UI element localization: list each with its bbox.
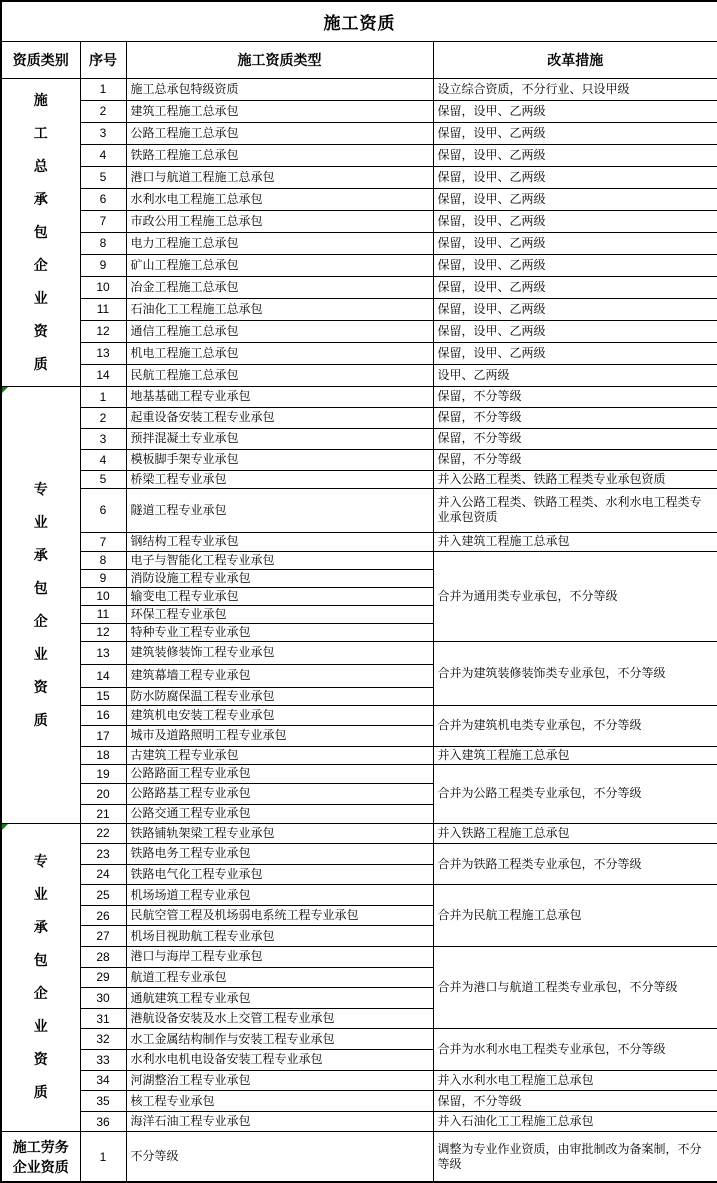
row-number-cell: 18 (80, 746, 126, 764)
type-cell: 输变电工程专业承包 (126, 587, 433, 605)
measure-cell: 并入铁路工程施工总承包 (433, 823, 717, 844)
table-row (1, 320, 717, 342)
measure-cell: 合并为公路工程类专业承包，不分等级 (433, 764, 717, 823)
type-cell: 公路路面工程专业承包 (126, 764, 433, 783)
type-cell: 民航空管工程及机场弱电系统工程专业承包 (126, 905, 433, 926)
column-header-type: 施工资质类型 (126, 41, 433, 78)
category-label: 专 业 承 包 企 业 资 质 (33, 480, 48, 728)
table-row (1, 78, 717, 100)
table-row (1, 449, 717, 470)
row-number-cell: 35 (80, 1091, 126, 1112)
measure-cell: 设甲、乙两级 (433, 364, 717, 386)
table-row (1, 1132, 717, 1182)
row-number-cell: 24 (80, 864, 126, 885)
row-number-cell: 29 (80, 967, 126, 988)
row-number-cell: 8 (80, 551, 126, 569)
row-number-cell: 1 (80, 78, 126, 100)
row-number-cell: 10 (80, 587, 126, 605)
measure-cell: 合并为建筑装修装饰类专业承包，不分等级 (433, 641, 717, 705)
row-number-cell: 32 (80, 1029, 126, 1050)
type-cell: 核工程专业承包 (126, 1091, 433, 1112)
type-cell: 机场场道工程专业承包 (126, 885, 433, 906)
table-row (1, 1029, 717, 1050)
row-number-cell: 25 (80, 885, 126, 906)
type-cell: 建筑工程施工总承包 (126, 100, 433, 122)
type-cell: 水利水电工程施工总承包 (126, 188, 433, 210)
measure-cell: 并入水利水电工程施工总承包 (433, 1070, 717, 1091)
type-cell: 隧道工程专业承包 (126, 488, 433, 532)
table-row (1, 232, 717, 254)
row-number-cell: 2 (80, 100, 126, 122)
type-cell: 市政公用工程施工总承包 (126, 210, 433, 232)
type-cell: 环保工程专业承包 (126, 605, 433, 623)
table-row (1, 641, 717, 664)
type-cell: 古建筑工程专业承包 (126, 746, 433, 764)
row-number-cell: 7 (80, 210, 126, 232)
type-cell: 水工金属结构制作与安装工程专业承包 (126, 1029, 433, 1050)
type-cell: 冶金工程施工总承包 (126, 276, 433, 298)
row-number-cell: 12 (80, 320, 126, 342)
page-title: 施工资质 (1, 1, 717, 41)
row-number-cell: 3 (80, 428, 126, 449)
row-number-cell: 15 (80, 687, 126, 705)
table-row (1, 144, 717, 166)
table-row (1, 122, 717, 144)
measure-cell: 保留，设甲、乙两级 (433, 166, 717, 188)
table-row (1, 407, 717, 428)
type-cell: 特种专业工程专业承包 (126, 623, 433, 641)
green-triangle-icon (2, 824, 8, 830)
table-row (1, 166, 717, 188)
measure-cell: 设立综合资质，不分行业、只设甲级 (433, 78, 717, 100)
measure-cell: 保留，设甲、乙两级 (433, 232, 717, 254)
measure-cell: 保留，不分等级 (433, 428, 717, 449)
type-cell: 铁路电气化工程专业承包 (126, 864, 433, 885)
row-number-cell: 22 (80, 823, 126, 844)
table-row (1, 428, 717, 449)
measure-cell: 保留，设甲、乙两级 (433, 320, 717, 342)
type-cell: 不分等级 (126, 1132, 433, 1182)
measure-cell: 保留，设甲、乙两级 (433, 144, 717, 166)
measure-cell: 保留，设甲、乙两级 (433, 298, 717, 320)
table-row (1, 823, 717, 844)
row-number-cell: 13 (80, 342, 126, 364)
table-row (1, 844, 717, 865)
type-cell: 民航工程施工总承包 (126, 364, 433, 386)
table-row (1, 1070, 717, 1091)
measure-cell: 并入公路工程类、铁路工程类专业承包资质 (433, 470, 717, 488)
green-triangle-icon (2, 387, 8, 393)
type-cell: 通航建筑工程专业承包 (126, 988, 433, 1009)
type-cell: 电子与智能化工程专业承包 (126, 551, 433, 569)
table-row (1, 188, 717, 210)
table-row (1, 947, 717, 968)
row-number-cell: 6 (80, 188, 126, 210)
measure-cell: 并入石油化工工程施工总承包 (433, 1111, 717, 1132)
type-cell: 公路工程施工总承包 (126, 122, 433, 144)
type-cell: 电力工程施工总承包 (126, 232, 433, 254)
table-row (1, 764, 717, 783)
table-row (1, 705, 717, 725)
type-cell: 消防设施工程专业承包 (126, 569, 433, 587)
row-number-cell: 5 (80, 470, 126, 488)
type-cell: 铁路铺轨架梁工程专业承包 (126, 823, 433, 844)
measure-cell: 合并为通用类专业承包，不分等级 (433, 551, 717, 641)
row-number-cell: 14 (80, 664, 126, 687)
type-cell: 钢结构工程专业承包 (126, 532, 433, 551)
type-cell: 桥梁工程专业承包 (126, 470, 433, 488)
row-number-cell: 34 (80, 1070, 126, 1091)
measure-cell: 保留，不分等级 (433, 449, 717, 470)
row-number-cell: 6 (80, 488, 126, 532)
measure-cell: 合并为建筑机电类专业承包，不分等级 (433, 705, 717, 746)
row-number-cell: 36 (80, 1111, 126, 1132)
row-number-cell: 17 (80, 725, 126, 746)
type-cell: 通信工程施工总承包 (126, 320, 433, 342)
measure-cell: 调整为专业作业资质，由审批制改为备案制，不分等级 (433, 1132, 717, 1182)
row-number-cell: 21 (80, 804, 126, 823)
measure-cell: 保留，设甲、乙两级 (433, 188, 717, 210)
measure-cell: 保留，不分等级 (433, 386, 717, 407)
category-cell (1, 823, 80, 1132)
row-number-cell: 2 (80, 407, 126, 428)
type-cell: 公路交通工程专业承包 (126, 804, 433, 823)
header-row (1, 41, 717, 78)
table-row (1, 488, 717, 532)
table-row (1, 276, 717, 298)
row-number-cell: 12 (80, 623, 126, 641)
measure-cell: 保留，设甲、乙两级 (433, 254, 717, 276)
row-number-cell: 13 (80, 641, 126, 664)
type-cell: 铁路电务工程专业承包 (126, 844, 433, 865)
row-number-cell: 4 (80, 144, 126, 166)
table-row (1, 298, 717, 320)
row-number-cell: 31 (80, 1008, 126, 1029)
qual-table-body (1, 78, 717, 1182)
table-row (1, 364, 717, 386)
row-number-cell: 33 (80, 1050, 126, 1071)
table-row (1, 470, 717, 488)
title-row (1, 1, 717, 41)
type-cell: 机电工程施工总承包 (126, 342, 433, 364)
type-cell: 石油化工工程施工总承包 (126, 298, 433, 320)
row-number-cell: 16 (80, 705, 126, 725)
category-label: 施工劳务企业资质 (12, 1138, 69, 1175)
type-cell: 航道工程专业承包 (126, 967, 433, 988)
table-row (1, 210, 717, 232)
row-number-cell: 14 (80, 364, 126, 386)
type-cell: 施工总承包特级资质 (126, 78, 433, 100)
category-label: 专 业 承 包 企 业 资 质 (33, 853, 48, 1101)
column-header-measure: 改革措施 (433, 41, 717, 78)
table-row (1, 551, 717, 569)
type-cell: 水利水电机电设备安装工程专业承包 (126, 1050, 433, 1071)
table-row (1, 100, 717, 122)
measure-cell: 保留，不分等级 (433, 407, 717, 428)
measure-cell: 合并为港口与航道工程类专业承包，不分等级 (433, 947, 717, 1029)
measure-cell: 保留，设甲、乙两级 (433, 276, 717, 298)
type-cell: 公路路基工程专业承包 (126, 783, 433, 804)
column-header-no: 序号 (80, 41, 126, 78)
type-cell: 港口与航道工程施工总承包 (126, 166, 433, 188)
type-cell: 港口与海岸工程专业承包 (126, 947, 433, 968)
category-cell (1, 386, 80, 823)
row-number-cell: 20 (80, 783, 126, 804)
row-number-cell: 7 (80, 532, 126, 551)
type-cell: 建筑幕墙工程专业承包 (126, 664, 433, 687)
row-number-cell: 19 (80, 764, 126, 783)
row-number-cell: 10 (80, 276, 126, 298)
category-label: 施 工 总 承 包 企 业 资 质 (33, 91, 48, 372)
measure-cell: 保留，设甲、乙两级 (433, 100, 717, 122)
type-cell: 城市及道路照明工程专业承包 (126, 725, 433, 746)
row-number-cell: 5 (80, 166, 126, 188)
measure-cell: 并入建筑工程施工总承包 (433, 746, 717, 764)
row-number-cell: 3 (80, 122, 126, 144)
table-row (1, 342, 717, 364)
measure-cell: 保留，设甲、乙两级 (433, 342, 717, 364)
type-cell: 机场目视助航工程专业承包 (126, 926, 433, 947)
type-cell: 地基基础工程专业承包 (126, 386, 433, 407)
type-cell: 起重设备安装工程专业承包 (126, 407, 433, 428)
row-number-cell: 30 (80, 988, 126, 1009)
type-cell: 预拌混凝土专业承包 (126, 428, 433, 449)
type-cell: 建筑机电安装工程专业承包 (126, 705, 433, 725)
measure-cell: 保留，不分等级 (433, 1091, 717, 1112)
row-number-cell: 27 (80, 926, 126, 947)
type-cell: 矿山工程施工总承包 (126, 254, 433, 276)
row-number-cell: 1 (80, 386, 126, 407)
column-header-category: 资质类别 (1, 41, 80, 78)
category-cell (1, 78, 80, 386)
row-number-cell: 9 (80, 254, 126, 276)
table-row (1, 1111, 717, 1132)
measure-cell: 并入公路工程类、铁路工程类、水利水电工程类专业承包资质 (433, 488, 717, 532)
table-row (1, 885, 717, 906)
type-cell: 建筑装修装饰工程专业承包 (126, 641, 433, 664)
measure-cell: 合并为民航工程施工总承包 (433, 885, 717, 947)
row-number-cell: 4 (80, 449, 126, 470)
measure-cell: 并入建筑工程施工总承包 (433, 532, 717, 551)
measure-cell: 合并为水利水电工程类专业承包，不分等级 (433, 1029, 717, 1070)
measure-cell: 保留，设甲、乙两级 (433, 210, 717, 232)
type-cell: 防水防腐保温工程专业承包 (126, 687, 433, 705)
table-row (1, 386, 717, 407)
measure-cell: 合并为铁路工程类专业承包，不分等级 (433, 844, 717, 885)
table-row (1, 746, 717, 764)
row-number-cell: 8 (80, 232, 126, 254)
type-cell: 铁路工程施工总承包 (126, 144, 433, 166)
row-number-cell: 26 (80, 905, 126, 926)
row-number-cell: 28 (80, 947, 126, 968)
type-cell: 港航设备安装及水上交管工程专业承包 (126, 1008, 433, 1029)
category-cell (1, 1132, 80, 1182)
row-number-cell: 1 (80, 1132, 126, 1182)
row-number-cell: 9 (80, 569, 126, 587)
measure-cell: 保留，设甲、乙两级 (433, 122, 717, 144)
row-number-cell: 11 (80, 605, 126, 623)
type-cell: 河湖整治工程专业承包 (126, 1070, 433, 1091)
table-row (1, 1091, 717, 1112)
table-row (1, 254, 717, 276)
type-cell: 模板脚手架专业承包 (126, 449, 433, 470)
row-number-cell: 23 (80, 844, 126, 865)
type-cell: 海洋石油工程专业承包 (126, 1111, 433, 1132)
row-number-cell: 11 (80, 298, 126, 320)
table-row (1, 532, 717, 551)
